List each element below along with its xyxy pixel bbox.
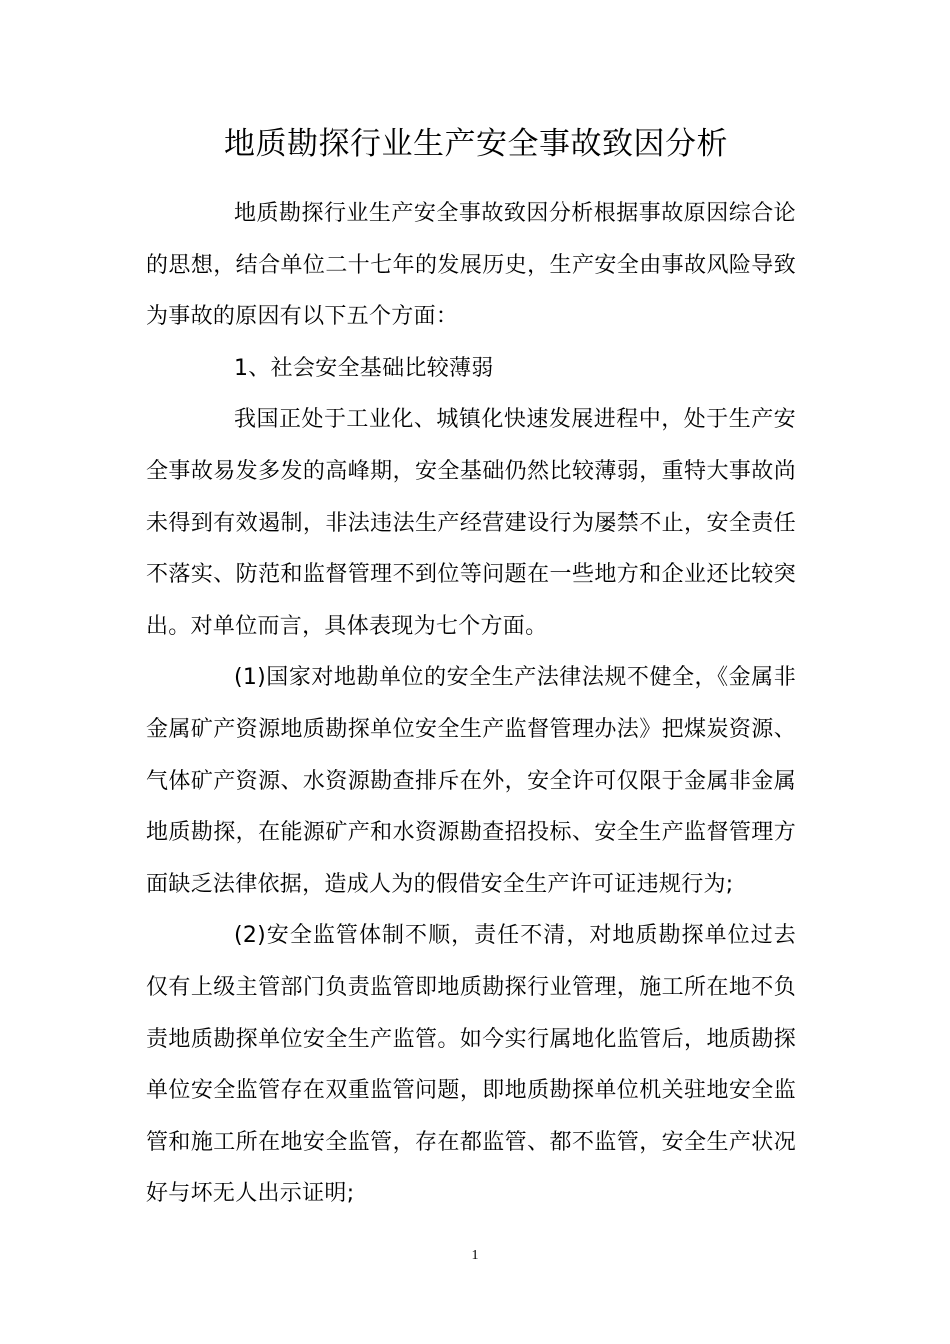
item-2-paragraph: (2)安全监管体制不顺，责任不清，对地质勘探单位过去仅有上级主管部门负责监管即地质勘探行业管理，施工所在地不负责地质勘探单位安全生产监管。如今实行属地化监管后，地质勘探单位安全监管存在双重监管问题，即地质勘探单位机关驻地安全监管和施工所在地安全监管，存在都监管、都不监管，安全生产状况好与坏无人出示证明;: [146, 923, 796, 1207]
section-heading-1: 1、社会安全基础比较薄弱: [234, 355, 494, 381]
page-number: 1: [471, 1248, 479, 1263]
section-1-paragraph: 我国正处于工业化、城镇化快速发展进程中，处于生产安全事故易发多发的高峰期，安全基础仍然比较薄弱，重特大事故尚未得到有效遏制，非法违法生产经营建设行为屡禁不止，安全责任不落实、防范和监督管理不到位等问题在一些地方和企业还比较突出。对单位而言，具体表现为七个方面。: [146, 407, 796, 639]
document-body: [146, 188, 796, 1220]
item-1-paragraph: (1)国家对地勘单位的安全生产法律法规不健全，《金属非金属矿产资源地质勘探单位安全生产监督管理办法》把煤炭资源、气体矿产资源、水资源勘查排斥在外，安全许可仅限于金属非金属地质勘探，在能源矿产和水资源勘查招投标、安全生产监督管理方面缺乏法律依据，造成人为的假借安全生产许可证违规行为;: [146, 665, 796, 897]
document-title: 地质勘探行业生产安全事故致因分析: [224, 126, 728, 162]
intro-paragraph: 地质勘探行业生产安全事故致因分析根据事故原因综合论的思想，结合单位二十七年的发展历史，生产安全由事故风险导致为事故的原因有以下五个方面：: [146, 201, 796, 330]
